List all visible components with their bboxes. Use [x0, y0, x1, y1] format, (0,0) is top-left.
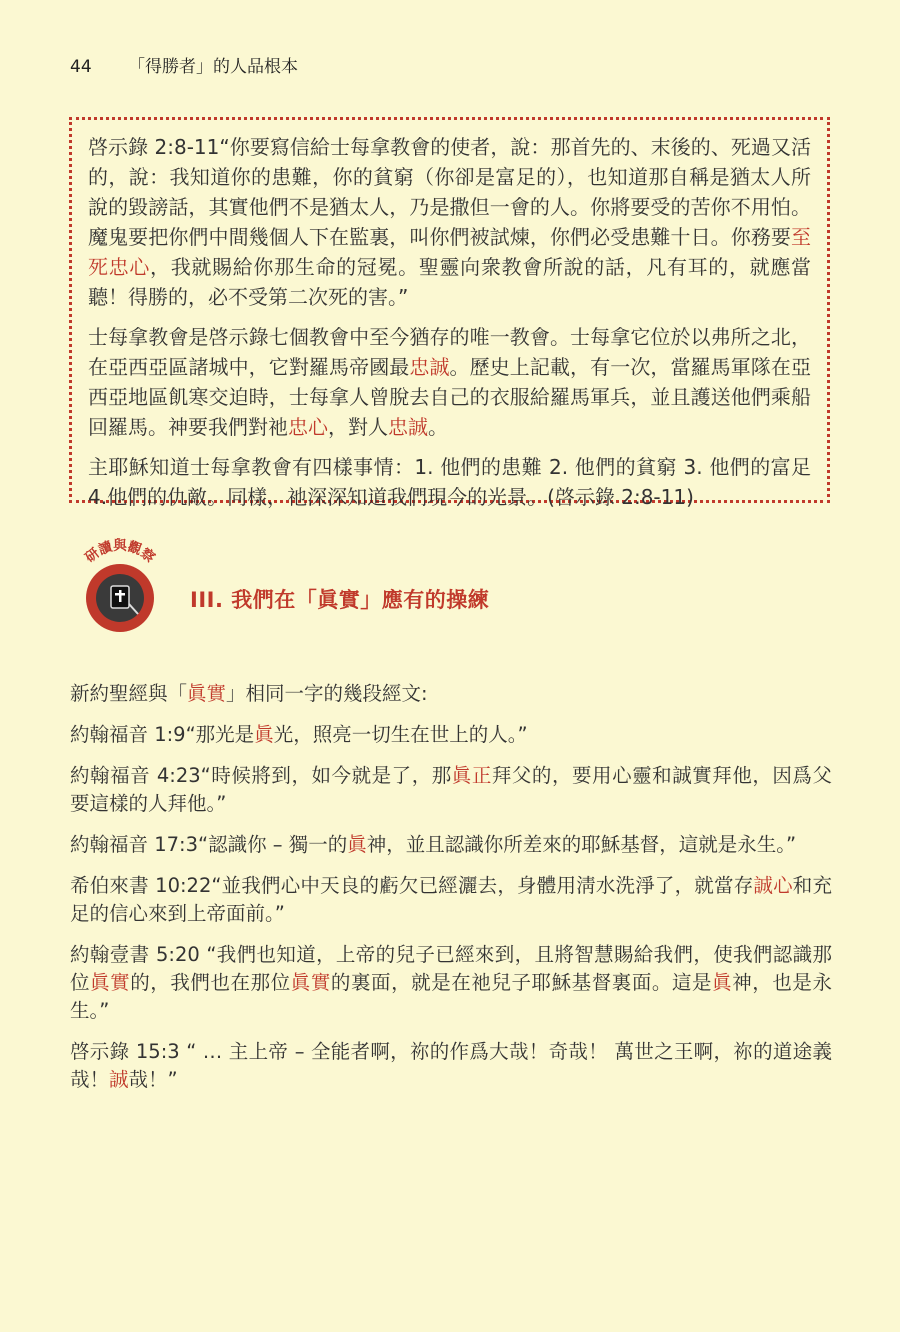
text-run: 啓示錄 15:3 “ … 主上帝 – 全能者啊，祢的作爲大哉！奇哉！ 萬世之王啊，祢的道途義哉！ [70, 1040, 832, 1091]
highlighted-text: 忠誠 [409, 355, 450, 379]
scripture-verse [70, 872, 832, 928]
scripture-verse [70, 831, 832, 859]
text-run: 神，也是永生。” [70, 971, 832, 1022]
highlighted-text: 眞實 [290, 971, 331, 994]
text-run: ，我就賜給你那生命的冠冕。聖靈向衆教會所說的話，凡有耳的，就應當聽！得勝的，必不受第二次死的害。” [88, 255, 812, 309]
text-run: 約翰福音 4:23“時候將到，如今就是了，那 [70, 764, 452, 787]
highlighted-text: 眞實 [187, 682, 227, 705]
page-header [70, 52, 298, 77]
text-run: 。歷史上記載，有一次，當羅馬軍隊在亞西亞地區飢寒交迫時，士每拿人曾脫去自己的衣服給羅馬軍兵，並且護送他們乘船回羅馬。神要我們對祂 [88, 355, 812, 439]
scripture-callout-box [69, 117, 830, 509]
text-run: 和充足的信心來到上帝面前。” [70, 874, 832, 925]
text-run: 士每拿教會是啓示錄七個教會中至今猶存的唯一教會。士每拿它位於以弗所之北，在亞西亞區諸城中，它對羅馬帝國最 [88, 325, 811, 379]
highlighted-text: 眞實 [90, 971, 131, 994]
scripture-verse [70, 1038, 832, 1094]
badge-graphic [70, 538, 170, 638]
scripture-list [70, 680, 832, 1107]
text-run: 光，照亮一切生在世上的人。” [273, 723, 528, 746]
page-number: 44 [70, 57, 92, 77]
highlighted-text: 忠誠 [388, 415, 428, 439]
text-run: 」相同一字的幾段經文: [226, 682, 428, 705]
highlighted-text: 誠 [109, 1068, 129, 1091]
scripture-verse [70, 941, 832, 1025]
highlighted-text: 至死忠心 [88, 225, 811, 279]
text-run: 新約聖經與「 [70, 682, 188, 705]
highlighted-text: 眞 [254, 723, 274, 746]
book-title: 「得勝者」的人品根本 [128, 57, 298, 77]
highlighted-text: 眞 [712, 971, 733, 994]
text-run: 拜父的，要用心靈和誠實拜他，因爲父要這樣的人拜他。” [70, 764, 832, 815]
highlighted-text: 誠心 [753, 874, 793, 897]
text-run: 主耶穌知道士每拿教會有四樣事情：1. 他們的患難 2. 他們的貧窮 3. 他們的富足 4.他們的仇敵。同樣，祂深深知道我們現今的光景。(啓示錄 2:8-11) [88, 455, 811, 509]
callout-paragraph [88, 132, 811, 312]
scripture-intro [70, 680, 832, 708]
text-run: 的，我們也在那位 [130, 971, 291, 994]
text-run: 約翰壹書 5:20 “我們也知道，上帝的兒子已經來到，且將智慧賜給我們，使我們認識那位 [70, 943, 832, 994]
highlighted-text: 忠心 [288, 415, 328, 439]
text-run: 啓示錄 2:8-11“你要寫信給士每拿教會的使者，說：那首先的、末後的、死過又活的，說：我知道你的患難，你的貧窮（你卻是富足的），也知道那自稱是猶太人所說的毀謗話，其實他們不是猶太人，乃是撒但一會的人。你將要受的苦你不用怕。魔鬼要把你們中間幾個人下在監裏，叫你們被試煉，你們必受患難十日。你務要 [88, 135, 811, 249]
highlighted-text: 眞 [347, 833, 367, 856]
text-run: 的裏面，就是在祂兒子耶穌基督裏面。這是 [330, 971, 713, 994]
badge-arc-text: 研讀與觀察 [82, 538, 158, 567]
callout-paragraph [88, 452, 811, 512]
text-run: 哉！” [128, 1068, 178, 1091]
text-run: ，對人 [328, 415, 388, 439]
text-run: 約翰福音 1:9“那光是 [70, 723, 255, 746]
text-run: 約翰福音 17:3“認識你 – 獨一的 [70, 833, 348, 856]
callout-paragraph [88, 322, 811, 442]
scripture-verse [70, 721, 832, 749]
text-run: 希伯來書 10:22“並我們心中天良的虧欠已經灑去，身體用淸水洗淨了，就當存 [70, 874, 754, 897]
scripture-verse [70, 762, 832, 818]
section-heading: III. 我們在「眞實」應有的操練 [190, 588, 490, 612]
text-run: 。 [428, 415, 448, 439]
study-observe-badge [70, 538, 170, 638]
highlighted-text: 眞正 [451, 764, 492, 787]
text-run: 神，並且認識你所差來的耶穌基督，這就是永生。” [366, 833, 797, 856]
